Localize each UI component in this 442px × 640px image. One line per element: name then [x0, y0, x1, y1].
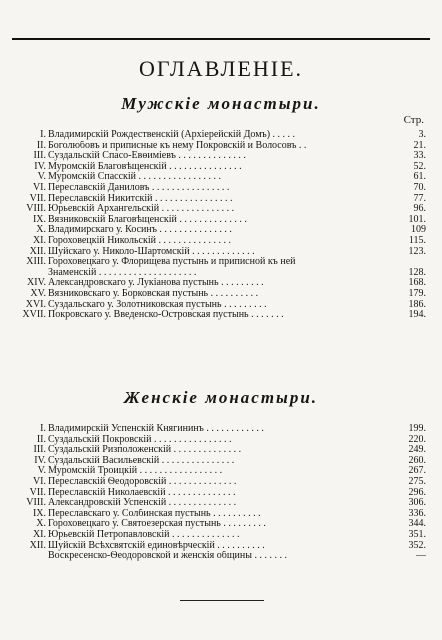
toc-entry-title: Владимирскій Рождественскій (Архіерейскій Домъ) . . . . .	[48, 130, 296, 140]
toc-entry-title: Суздальскаго у. Золотниковская пустынь . . . . . . . . .	[48, 299, 267, 310]
toc-list-men	[10, 130, 426, 321]
toc-entry-title: Шуйскаго у. Николо-Шартомскій . . . . . . . . . . . . .	[48, 246, 255, 257]
toc-entry	[10, 435, 426, 446]
toc-entry-title: Переславскій Николаевскій . . . . . . . . . . . . . .	[48, 487, 236, 498]
toc-entry-title: Шуйскій Всѣхсвятскій единовѣрческій . . . . . . . . . .	[48, 540, 265, 551]
toc-entry-number: VIII.	[26, 497, 46, 509]
toc-entry-number: VII.	[29, 486, 46, 498]
toc-entry	[10, 278, 426, 289]
toc-entry-number: VIII.	[26, 203, 46, 215]
toc-entry-page: 336.	[408, 507, 426, 519]
toc-entry	[10, 194, 426, 205]
toc-entry-number: II.	[36, 139, 46, 151]
toc-entry-title: Юрьевскій Петропавловскій . . . . . . . . . . . . . .	[48, 529, 240, 540]
toc-entry	[10, 225, 426, 236]
toc-entry-title: Юрьевскій Архангельскій . . . . . . . . . . . . . . .	[48, 204, 235, 215]
toc-entry-title: Гороховецкій Никольскій . . . . . . . . . . . . . . .	[48, 235, 231, 246]
toc-entry-page: 101.	[408, 213, 426, 225]
toc-entry	[10, 477, 426, 488]
toc-entry-title: Переславскій Даниловъ . . . . . . . . . . . . . . . .	[48, 182, 230, 193]
toc-entry-number: XI.	[32, 234, 46, 246]
toc-entry-title: Суздальскій Покровскій . . . . . . . . . . . . . . . .	[48, 434, 232, 445]
toc-entry-page: 33.	[413, 150, 426, 162]
toc-entry	[10, 215, 426, 226]
toc-entry-title: Муромскій Троицкій . . . . . . . . . . . . . . . . .	[48, 466, 223, 477]
toc-entry	[10, 519, 426, 530]
section-heading-women: Женскіе монастыри.	[123, 388, 319, 407]
section-heading-men: Мужскіе монастыри.	[121, 94, 321, 113]
toc-entry	[10, 456, 426, 467]
toc-entry-number: IX.	[32, 507, 46, 519]
toc-entry-title: Воскресенско-Ѳеодоровской и женскія общины . . . . . . .	[48, 551, 287, 562]
toc-entry	[10, 247, 426, 258]
toc-entry	[10, 466, 426, 477]
toc-entry-page: 344.	[408, 518, 426, 530]
toc-entry-page: 96.	[413, 203, 426, 215]
toc-entry-number: III.	[33, 444, 46, 456]
toc-entry-number: V.	[37, 465, 46, 477]
toc-entry-page: 70.	[413, 181, 426, 193]
toc-entry-page: 352.	[408, 539, 426, 551]
toc-entry-title: Вязниковскій Благовѣщенскій . . . . . . . . . . . . . .	[48, 214, 247, 225]
page-title: ОГЛАВЛЕНІЕ.	[138, 56, 304, 81]
toc-entry	[10, 204, 426, 215]
toc-entry-page: —	[416, 550, 426, 562]
toc-entry-title: Суздальскій Васильевскій . . . . . . . . . . . . . . .	[48, 455, 235, 466]
toc-entry	[10, 183, 426, 194]
toc-entry	[10, 268, 426, 279]
toc-entry-title: Александровскій Успенскій . . . . . . . . . . . . . .	[48, 498, 237, 509]
toc-entry	[10, 289, 426, 300]
toc-entry	[10, 551, 426, 562]
toc-entry	[10, 541, 426, 552]
toc-entry-page: 179.	[408, 287, 426, 299]
toc-entry-title: Знаменскій . . . . . . . . . . . . . . . . . . . .	[48, 267, 197, 278]
toc-entry-page: 61.	[413, 171, 426, 183]
toc-entry-page: 123.	[408, 245, 426, 257]
toc-entry-number: IV.	[34, 454, 46, 466]
toc-entry-number: I.	[40, 423, 46, 434]
toc-entry	[10, 172, 426, 183]
toc-entry-number: XII.	[29, 245, 46, 257]
toc-entry-page: 52.	[413, 160, 426, 172]
toc-entry-page: 306.	[408, 497, 426, 509]
toc-entry-page: 296.	[408, 486, 426, 498]
toc-entry-page: 3.	[418, 129, 426, 140]
toc-entry-title: Муромскій Спасскій . . . . . . . . . . . . . . . . .	[48, 172, 222, 183]
toc-entry	[10, 151, 426, 162]
toc-entry-page: 21.	[413, 139, 426, 151]
toc-entry-title: Гороховецкаго у. Флорищева пустынь и приписной къ ней	[48, 257, 296, 268]
toc-entry-number: X.	[36, 518, 46, 530]
toc-entry-page: 249.	[408, 444, 426, 456]
toc-entry-page: 260.	[408, 454, 426, 466]
toc-entry-title: Муромскій Благовѣщенскій . . . . . . . . . . . . . . .	[48, 161, 242, 172]
top-rule	[12, 38, 430, 40]
toc-entry-title: Владимирскаго у. Косинъ . . . . . . . . . . . . . . .	[48, 225, 232, 236]
toc-entry-number: XII.	[29, 539, 46, 551]
toc-entry-number: XIII.	[26, 256, 46, 268]
toc-entry-number: IV.	[34, 160, 46, 172]
toc-entry-page: 275.	[408, 475, 426, 487]
toc-entry-title: Вязниковскаго у. Борковская пустынь . . . . . . . . . .	[48, 288, 259, 299]
toc-entry-page: 168.	[408, 277, 426, 289]
toc-entry-title: Владимирскій Успенскій Княгининъ . . . . . . . . . . . .	[48, 424, 264, 434]
toc-entry-page: 128.	[408, 266, 426, 278]
toc-entry-page: 194.	[408, 309, 426, 321]
toc-entry-page: 109	[411, 224, 426, 236]
toc-entry-page: 267.	[408, 465, 426, 477]
toc-entry-title: Гороховецкаго у. Святоезерская пустынь . . . . . . . . .	[48, 519, 266, 530]
toc-entry	[10, 445, 426, 456]
toc-entry-number: XV.	[30, 287, 46, 299]
toc-entry-number: XI.	[32, 528, 46, 540]
toc-entry	[10, 236, 426, 247]
toc-entry-title: Боголюбовъ и приписные къ нему Покровскій и Волосовъ . .	[48, 140, 307, 151]
toc-entry	[10, 488, 426, 499]
toc-entry-number: II.	[36, 433, 46, 445]
toc-entry-title: Переславскаго у. Солбинская пустынь . . . . . . . . . .	[48, 508, 261, 519]
toc-entry-title: Суздальскій Ризположенскій . . . . . . . . . . . . . .	[48, 445, 242, 456]
toc-entry	[10, 424, 426, 435]
toc-entry-number: V.	[37, 171, 46, 183]
toc-entry	[10, 141, 426, 152]
toc-entry-title: Покровскаго у. Введенско-Островская пустынь . . . . . . .	[48, 310, 284, 321]
toc-entry-title: Суздальскій Спасо-Евѳиміевъ . . . . . . . . . . . . . .	[48, 151, 246, 162]
toc-entry	[10, 509, 426, 520]
toc-entry-number: X.	[36, 224, 46, 236]
toc-entry-number: VII.	[29, 192, 46, 204]
toc-entry	[10, 530, 426, 541]
bottom-rule	[180, 600, 264, 601]
toc-entry	[10, 257, 426, 268]
toc-entry-page: 115.	[408, 234, 426, 246]
page-column-label: Стр.	[403, 114, 424, 126]
toc-entry-number: XVI.	[25, 298, 46, 310]
toc-entry-page: 220.	[408, 433, 426, 445]
toc-entry-page: 199.	[408, 423, 426, 434]
toc-entry-number: IX.	[32, 213, 46, 225]
toc-entry-number: VI.	[32, 475, 46, 487]
toc-entry	[10, 300, 426, 311]
toc-entry-title: Переславскій Никитскій . . . . . . . . . . . . . . . .	[48, 193, 233, 204]
toc-entry	[10, 130, 426, 141]
toc-entry	[10, 310, 426, 321]
toc-entry-number: XIV.	[27, 277, 46, 289]
toc-entry-page: 77.	[413, 192, 426, 204]
toc-list-women	[10, 424, 426, 562]
toc-entry-number: III.	[33, 150, 46, 162]
toc-entry-page: 186.	[408, 298, 426, 310]
toc-entry-number: VI.	[32, 181, 46, 193]
toc-entry-number: XVII.	[22, 309, 46, 321]
toc-entry-title: Переславскій Ѳеодоровскій . . . . . . . . . . . . . .	[48, 476, 237, 487]
toc-entry	[10, 498, 426, 509]
toc-entry-page: 351.	[408, 528, 426, 540]
toc-entry	[10, 162, 426, 173]
toc-entry-title: Александровскаго у. Лукіанова пустынь . . . . . . . . .	[48, 278, 264, 289]
toc-entry-number: I.	[40, 129, 46, 140]
